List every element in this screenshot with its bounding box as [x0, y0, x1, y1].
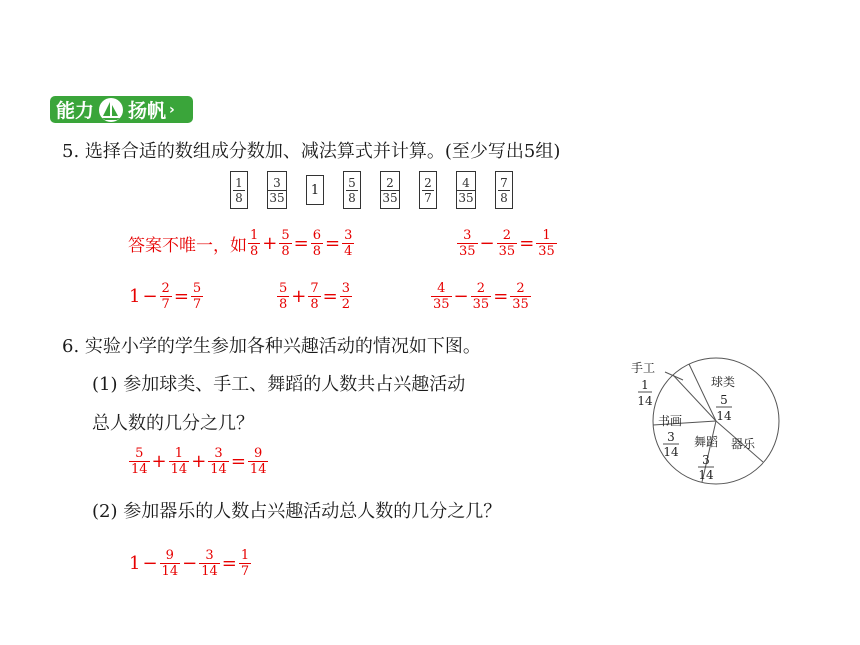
fraction: $\frac{4}{35}$ — [433, 281, 450, 312]
answer-5-line1: 答案不唯一，如 $\frac{1}{8}$ + $\frac{5}{8}$ = $\frac{6}{8}$ = $\frac{3}{4}$ — [128, 228, 353, 259]
answer-6-2: 1 − $\frac{9}{14}$ − $\frac{3}{14}$ = $\frac{1}{7}$ — [129, 548, 250, 579]
pie-value-ball-num: 5 — [720, 393, 728, 407]
answer-5-eq3: 1 − $\frac{2}{7}$ = $\frac{5}{7}$ — [129, 281, 202, 312]
answer-prefix: 答案不唯一，如 — [128, 236, 247, 256]
number-card: $\frac{4}{35}$ — [456, 171, 476, 209]
chevron-right-icon: › — [169, 101, 175, 118]
question-6-text: 6. 实验小学的学生参加各种兴趣活动的情况如下图。 — [62, 336, 481, 357]
fraction: $\frac{2}{35}$ — [498, 228, 516, 259]
fraction: $\frac{1}{14}$ — [170, 446, 188, 477]
answer-5-eq4: $\frac{5}{8}$ + $\frac{7}{8}$ = $\frac{3}{2}$ — [279, 281, 351, 312]
pie-value-dance-num: 3 — [702, 453, 710, 467]
fraction: $\frac{3}{14}$ — [201, 548, 218, 579]
fraction: $\frac{3}{4}$ — [344, 228, 353, 259]
pie-value-calligraphy-num: 3 — [667, 430, 675, 444]
question-5-text: 5. 选择合适的数组成分数加、减法算式并计算。(至少写出5组) — [62, 141, 561, 162]
question-6-2-text: (2) 参加器乐的人数占兴趣活动总人数的几分之几？ — [92, 501, 502, 522]
pie-value-dance-den: 14 — [698, 468, 714, 482]
pie-value-handcraft-num: 1 — [641, 378, 649, 392]
fraction: $\frac{5}{14}$ — [131, 446, 148, 477]
fraction: $\frac{2}{7}$ — [161, 281, 170, 312]
pie-value-calligraphy-den: 14 — [663, 445, 679, 459]
number-card: 1 — [306, 175, 324, 205]
pie-value-ball-den: 14 — [716, 409, 732, 423]
pie-label-ball: 球类 — [711, 375, 736, 389]
pie-value-handcraft-den: 14 — [637, 394, 653, 408]
number-card: $\frac{3}{35}$ — [267, 171, 287, 209]
number-card: $\frac{1}{8}$ — [230, 171, 248, 209]
badge-right-text: 扬帆 — [128, 100, 167, 122]
fraction: $\frac{2}{35}$ — [472, 281, 490, 312]
section-badge — [50, 96, 193, 123]
fraction: $\frac{7}{8}$ — [310, 281, 319, 312]
pie-label-handcraft: 手工 — [631, 361, 656, 375]
pie-label-dance: 舞蹈 — [694, 435, 719, 449]
fraction: $\frac{2}{35}$ — [512, 281, 529, 312]
fraction: $\frac{5}{8}$ — [279, 281, 288, 312]
number-card: $\frac{5}{8}$ — [343, 171, 361, 209]
sailboat-icon — [98, 97, 124, 123]
question-6-1-line1: (1) 参加球类、手工、舞蹈的人数共占兴趣活动 — [92, 374, 466, 395]
fraction: $\frac{1}{35}$ — [538, 228, 555, 259]
fraction: $\frac{3}{2}$ — [341, 281, 351, 312]
pie-label-instrument: 器乐 — [731, 437, 756, 451]
fraction: $\frac{9}{14}$ — [249, 446, 267, 477]
badge-left-text: 能力 — [56, 100, 95, 122]
question-6-1-line2: 总人数的几分之几？ — [92, 413, 254, 434]
number-cards — [230, 171, 532, 209]
answer-5-eq5: $\frac{4}{35}$ − $\frac{2}{35}$ = $\frac{2}{35}$ — [433, 281, 529, 312]
interest-activity-pie — [625, 350, 785, 490]
fraction: $\frac{1}{8}$ — [250, 228, 259, 259]
number-card: $\frac{7}{8}$ — [495, 171, 513, 209]
fraction: $\frac{5}{8}$ — [281, 228, 290, 259]
answer-6-1: $\frac{5}{14}$ + $\frac{1}{14}$ + $\frac{3}{14}$ = $\frac{9}{14}$ — [131, 446, 267, 477]
fraction: $\frac{9}{14}$ — [161, 548, 179, 579]
number-card: $\frac{2}{35}$ — [380, 171, 400, 209]
fraction: $\frac{3}{35}$ — [459, 228, 476, 259]
fraction: $\frac{6}{8}$ — [312, 228, 322, 259]
fraction: $\frac{5}{7}$ — [192, 281, 202, 312]
fraction: $\frac{3}{14}$ — [210, 446, 227, 477]
fraction: $\frac{1}{7}$ — [240, 548, 250, 579]
answer-5-eq2: $\frac{3}{35}$ − $\frac{2}{35}$ = $\frac{1}{35}$ — [459, 228, 555, 259]
number-card: $\frac{2}{7}$ — [419, 171, 437, 209]
pie-label-calligraphy: 书画 — [658, 414, 683, 428]
